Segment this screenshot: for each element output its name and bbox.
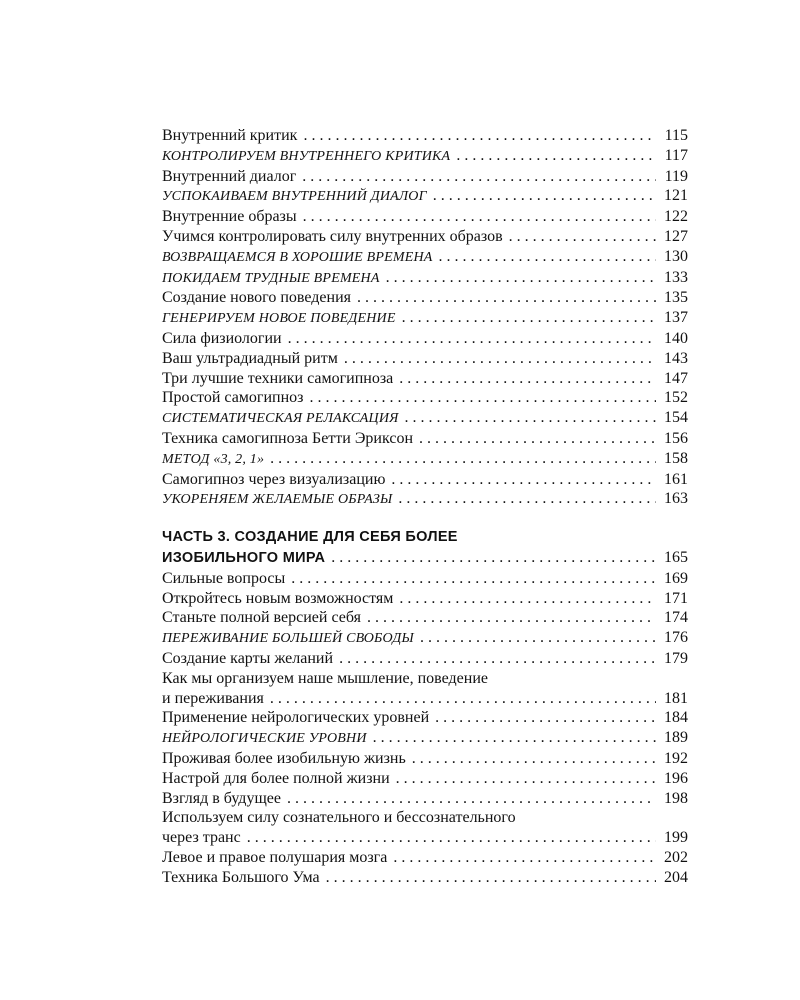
toc-entry-page: 199 [664,829,688,847]
dot-leader [405,408,656,428]
dot-leader [302,167,656,187]
toc-entry-title: Взгляд в будущее [162,789,281,807]
toc-entry-page: 161 [664,470,688,488]
toc-entry-page: 189 [664,729,688,747]
dot-leader [435,708,656,728]
toc-entry-page: 169 [664,569,688,587]
toc-entry-page: 133 [664,268,688,286]
part-heading-entry [162,548,688,569]
toc-entry-title: УКОРЕНЯЕМ ЖЕЛАЕМЫЕ ОБРАЗЫ [162,492,393,508]
toc-entry-title: Левое и правое полушария мозга [162,848,388,866]
dot-leader [303,126,656,146]
toc-entry-title: ПЕРЕЖИВАНИЕ БОЛЬШЕЙ СВОБОДЫ [162,631,414,647]
toc-entry-title: Простой самогипноз [162,389,304,407]
toc-exercise-entry [162,728,688,749]
dot-leader [386,268,656,288]
part-heading-line1: ЧАСТЬ 3. СОЗДАНИЕ ДЛЯ СЕБЯ БОЛЕЕ [162,529,458,546]
toc-entry-title: Создание нового поведения [162,289,351,307]
dot-leader [326,868,656,888]
dot-leader [344,349,656,369]
toc-entry-page: 122 [664,208,688,226]
toc-entry-page: 117 [664,146,688,164]
toc-entry [162,207,688,227]
toc-entry [162,470,688,490]
toc-entry [162,789,688,809]
toc-entry-title: ВОЗВРАЩАЕМСЯ В ХОРОШИЕ ВРЕМЕНА [162,249,433,265]
toc-entry-title: Создание карты желаний [162,649,334,667]
toc-entry [162,167,688,187]
toc-entry-page: 152 [664,389,688,407]
dot-leader [373,728,656,748]
toc-exercise-entry [162,146,688,167]
toc-entry-page: 171 [664,589,688,607]
toc-entry-page: 147 [664,369,688,387]
toc-entry-title: Откройтесь новым возможностям [162,589,394,607]
toc-entry-page: 140 [664,329,688,347]
toc-entry-page: 179 [664,649,688,667]
section-gap [162,510,688,528]
toc-entry-title: МЕТОД «3, 2, 1» [162,451,265,467]
toc-entry-page: 130 [664,247,688,265]
toc-exercise-entry [162,247,688,268]
toc-entry-page: 163 [664,490,688,508]
dot-leader [288,329,656,349]
dot-leader [357,288,656,308]
toc-entry [162,329,688,349]
toc-entry-page: 156 [664,429,688,447]
toc-entry-page: 154 [664,409,688,427]
dot-leader [419,429,656,449]
dot-leader [310,388,657,408]
toc-entry-title: Самогипноз через визуализацию [162,470,386,488]
toc-entry-page: 184 [664,709,688,727]
toc-entry-title-line1: Как мы организуем наше мышление, поведение [162,669,488,687]
toc-entry-page: 158 [664,449,688,467]
dot-leader [420,628,656,648]
toc-entry-title: Сила физиологии [162,329,282,347]
toc-exercise-entry [162,268,688,289]
dot-leader [412,749,656,769]
toc-entry-page: 181 [664,689,688,707]
toc-entry [162,689,688,709]
toc-entry-title: УСПОКАИВАЕМ ВНУТРЕННИЙ ДИАЛОГ [162,189,427,205]
toc-entry-page: 143 [664,349,688,367]
dot-leader [433,186,656,206]
toc-entry-title: Внутренний диалог [162,167,297,185]
dot-leader [391,470,656,490]
toc-entry [162,769,688,789]
toc-entry-title: Ваш ультрадиадный ритм [162,349,338,367]
toc-entry-title: Сильные вопросы [162,569,286,587]
toc-entry-page: 198 [664,789,688,807]
toc-entry-title: Техника Большого Ума [162,868,320,886]
dot-leader [393,848,656,868]
dot-leader [339,649,656,669]
dot-leader [396,769,656,789]
toc-entry [162,848,688,868]
toc-entry-page: 176 [664,629,688,647]
dot-leader [247,828,656,848]
toc-entry-page: 202 [664,848,688,866]
dot-leader [399,369,656,389]
toc-entry-title: Внутренние образы [162,208,297,226]
toc-exercise-entry [162,408,688,429]
toc-entry [162,749,688,769]
toc-exercise-entry [162,628,688,649]
toc-entry-title: КОНТРОЛИРУЕМ ВНУТРЕННЕГО КРИТИКА [162,148,451,164]
toc-entry-title-line1: Используем силу сознательного и бессознательного [162,809,516,827]
toc-entry [162,868,688,888]
toc-entry-page: 115 [664,127,688,144]
toc-entry-page: 196 [664,769,688,787]
toc-entry-page: 165 [664,548,688,566]
toc-entry-title: Применение нейрологических уровней [162,709,430,727]
toc-entry-title: Внутренний критик [162,127,298,144]
toc-entry [162,708,688,728]
dot-leader [270,449,656,469]
toc-entry-page: 204 [664,868,688,886]
toc-exercise-entry [162,186,688,207]
dot-leader [439,247,656,267]
toc-entry [162,369,688,389]
dot-leader [303,207,656,227]
dot-leader [291,569,656,589]
toc-entry [162,126,688,146]
toc-exercise-entry [162,308,688,329]
toc-entry-title: Настрой для более полной жизни [162,769,390,787]
toc-entry-title: Техника самогипноза Бетти Эриксон [162,429,414,447]
toc-entry-page: 192 [664,749,688,767]
toc-entry-page: 127 [664,227,688,245]
part-heading-line2: ИЗОБИЛЬНОГО МИРА [162,549,326,566]
toc-exercise-entry [162,449,688,470]
toc-entry [162,349,688,369]
dot-leader [367,608,656,628]
toc-entry-title: ГЕНЕРИРУЕМ НОВОЕ ПОВЕДЕНИЕ [162,311,396,327]
toc-entry [162,429,688,449]
toc-entry-page: 121 [664,187,688,205]
dot-leader [399,589,656,609]
toc-entry-title: Проживая более изобильную жизнь [162,749,406,767]
toc-entry [162,569,688,589]
toc-entry-title: СИСТЕМАТИЧЕСКАЯ РЕЛАКСАЦИЯ [162,411,399,427]
toc-entry-title-line2: и переживания [162,689,264,707]
toc-entry [162,649,688,669]
toc-entry-title: Станьте полной версией себя [162,609,361,627]
toc-entry [162,608,688,628]
dot-leader [331,548,656,568]
dot-leader [402,308,656,328]
toc-entry-page: 119 [664,167,688,185]
toc-entry-title: НЕЙРОЛОГИЧЕСКИЕ УРОВНИ [162,731,367,747]
dot-leader [270,689,656,709]
toc-entry-page: 137 [664,309,688,327]
toc-entry [162,288,688,308]
toc-entry [162,227,688,247]
toc-entry-title-line2: через транс [162,829,241,847]
dot-leader [456,146,656,166]
toc-exercise-entry [162,489,688,510]
dot-leader [287,789,656,809]
toc-entry [162,388,688,408]
toc-entry-page: 135 [664,289,688,307]
dot-leader [398,489,656,509]
dot-leader [509,227,656,247]
toc-entry-title: Три лучшие техники самогипноза [162,369,394,387]
toc-entry [162,589,688,609]
toc-entry [162,828,688,848]
toc-entry-title: Учимся контролировать силу внутренних образов [162,227,503,245]
table-of-contents [162,126,688,887]
toc-entry-page: 174 [664,609,688,627]
toc-entry-title: ПОКИДАЕМ ТРУДНЫЕ ВРЕМЕНА [162,270,380,286]
